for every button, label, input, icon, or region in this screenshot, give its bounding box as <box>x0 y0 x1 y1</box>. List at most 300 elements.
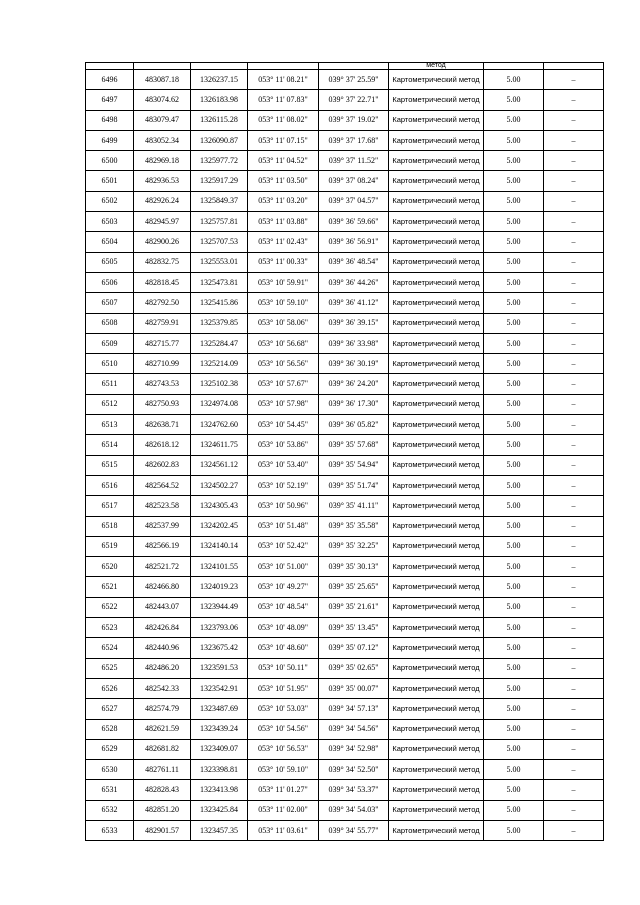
table-row <box>86 70 604 90</box>
cell-description: – <box>544 658 604 678</box>
cell-y-coordinate: 1325415.86 <box>191 293 248 313</box>
cell-latitude: 053° 11' 08.21" <box>248 70 319 90</box>
cell-accuracy: 5.00 <box>484 130 544 150</box>
table-row <box>86 658 604 678</box>
table-row <box>86 191 604 211</box>
cell-method: Картометрический метод <box>389 374 484 394</box>
cell-longitude: 039° 36' 59.66" <box>319 212 389 232</box>
cell-point-number: 6521 <box>86 577 134 597</box>
cell-latitude: 053° 10' 54.45" <box>248 415 319 435</box>
cell-point-number: 6513 <box>86 415 134 435</box>
table-row <box>86 800 604 820</box>
table-row <box>86 557 604 577</box>
cell-description: – <box>544 800 604 820</box>
cell-longitude: 039° 35' 00.07" <box>319 678 389 698</box>
cell-point-number: 6525 <box>86 658 134 678</box>
cell-empty <box>484 63 544 70</box>
coordinates-table <box>85 62 604 841</box>
table-row <box>86 333 604 353</box>
cell-point-number: 6496 <box>86 70 134 90</box>
cell-method: Картометрический метод <box>389 232 484 252</box>
cell-x-coordinate: 482828.43 <box>134 780 191 800</box>
cell-latitude: 053° 11' 03.88" <box>248 212 319 232</box>
cell-description: – <box>544 780 604 800</box>
cell-point-number: 6528 <box>86 719 134 739</box>
cell-description: – <box>544 475 604 495</box>
cell-latitude: 053° 11' 03.61" <box>248 820 319 840</box>
cell-accuracy: 5.00 <box>484 70 544 90</box>
cell-accuracy: 5.00 <box>484 151 544 171</box>
cell-longitude: 039° 36' 48.54" <box>319 252 389 272</box>
cell-point-number: 6523 <box>86 618 134 638</box>
cell-point-number: 6505 <box>86 252 134 272</box>
cell-latitude: 053° 11' 07.83" <box>248 90 319 110</box>
cell-x-coordinate: 482537.99 <box>134 516 191 536</box>
cell-accuracy: 5.00 <box>484 557 544 577</box>
cell-longitude: 039° 37' 19.02" <box>319 110 389 130</box>
cell-description: – <box>544 415 604 435</box>
table-row <box>86 536 604 556</box>
cell-method: Картометрический метод <box>389 800 484 820</box>
cell-description: – <box>544 354 604 374</box>
cell-point-number: 6515 <box>86 455 134 475</box>
cell-accuracy: 5.00 <box>484 232 544 252</box>
cell-description: – <box>544 577 604 597</box>
cell-longitude: 039° 37' 25.59" <box>319 70 389 90</box>
cell-y-coordinate: 1325917.29 <box>191 171 248 191</box>
cell-method: Картометрический метод <box>389 678 484 698</box>
cell-description: – <box>544 678 604 698</box>
cell-description: – <box>544 252 604 272</box>
cell-description: – <box>544 820 604 840</box>
cell-x-coordinate: 482832.75 <box>134 252 191 272</box>
cell-method: Картометрический метод <box>389 597 484 617</box>
cell-point-number: 6522 <box>86 597 134 617</box>
cell-longitude: 039° 36' 17.30" <box>319 394 389 414</box>
cell-description: – <box>544 597 604 617</box>
cell-description: – <box>544 699 604 719</box>
cell-accuracy: 5.00 <box>484 800 544 820</box>
cell-empty <box>248 63 319 70</box>
cell-y-coordinate: 1323591.53 <box>191 658 248 678</box>
cell-y-coordinate: 1326237.15 <box>191 70 248 90</box>
cell-empty <box>86 63 134 70</box>
cell-x-coordinate: 482818.45 <box>134 272 191 292</box>
cell-y-coordinate: 1325977.72 <box>191 151 248 171</box>
cell-method: Картометрический метод <box>389 252 484 272</box>
cell-y-coordinate: 1323675.42 <box>191 638 248 658</box>
cell-method: Картометрический метод <box>389 313 484 333</box>
cell-y-coordinate: 1323944.49 <box>191 597 248 617</box>
cell-y-coordinate: 1323409.07 <box>191 739 248 759</box>
cell-accuracy: 5.00 <box>484 374 544 394</box>
cell-description: – <box>544 333 604 353</box>
cell-longitude: 039° 35' 13.45" <box>319 618 389 638</box>
cell-y-coordinate: 1325214.09 <box>191 354 248 374</box>
cell-latitude: 053° 10' 51.95" <box>248 678 319 698</box>
table-row <box>86 638 604 658</box>
cell-method: Картометрический метод <box>389 557 484 577</box>
cell-description: – <box>544 293 604 313</box>
cell-method: Картометрический метод <box>389 780 484 800</box>
table-row <box>86 252 604 272</box>
table-row <box>86 496 604 516</box>
cell-method: метод <box>389 63 484 70</box>
cell-longitude: 039° 34' 54.56" <box>319 719 389 739</box>
cell-y-coordinate: 1324502.27 <box>191 475 248 495</box>
cell-method: Картометрический метод <box>389 415 484 435</box>
table-row <box>86 780 604 800</box>
cell-description: – <box>544 171 604 191</box>
cell-latitude: 053° 10' 53.03" <box>248 699 319 719</box>
cell-y-coordinate: 1325284.47 <box>191 333 248 353</box>
cell-description: – <box>544 110 604 130</box>
cell-empty <box>191 63 248 70</box>
cell-method: Картометрический метод <box>389 70 484 90</box>
cell-method: Картометрический метод <box>389 719 484 739</box>
cell-accuracy: 5.00 <box>484 293 544 313</box>
cell-accuracy: 5.00 <box>484 597 544 617</box>
cell-latitude: 053° 10' 50.96" <box>248 496 319 516</box>
table-row <box>86 354 604 374</box>
cell-latitude: 053° 10' 51.48" <box>248 516 319 536</box>
cell-description: – <box>544 90 604 110</box>
cell-x-coordinate: 482521.72 <box>134 557 191 577</box>
cell-longitude: 039° 35' 32.25" <box>319 536 389 556</box>
table-row <box>86 374 604 394</box>
cell-longitude: 039° 35' 35.58" <box>319 516 389 536</box>
table-row <box>86 313 604 333</box>
cell-method: Картометрический метод <box>389 272 484 292</box>
cell-longitude: 039° 36' 05.82" <box>319 415 389 435</box>
cell-description: – <box>544 455 604 475</box>
cell-y-coordinate: 1323487.69 <box>191 699 248 719</box>
cell-method: Картометрический метод <box>389 394 484 414</box>
cell-latitude: 053° 10' 57.98" <box>248 394 319 414</box>
cell-method: Картометрический метод <box>389 618 484 638</box>
cell-y-coordinate: 1326183.98 <box>191 90 248 110</box>
table-row <box>86 90 604 110</box>
cell-accuracy: 5.00 <box>484 394 544 414</box>
cell-accuracy: 5.00 <box>484 618 544 638</box>
cell-description: – <box>544 374 604 394</box>
cell-method: Картометрический метод <box>389 171 484 191</box>
table-row <box>86 232 604 252</box>
cell-y-coordinate: 1325849.37 <box>191 191 248 211</box>
cell-accuracy: 5.00 <box>484 435 544 455</box>
cell-accuracy: 5.00 <box>484 475 544 495</box>
cell-point-number: 6519 <box>86 536 134 556</box>
cell-x-coordinate: 483087.18 <box>134 70 191 90</box>
cell-method: Картометрический метод <box>389 435 484 455</box>
cell-x-coordinate: 482440.96 <box>134 638 191 658</box>
cell-x-coordinate: 482621.59 <box>134 719 191 739</box>
cell-y-coordinate: 1323457.35 <box>191 820 248 840</box>
cell-method: Картометрический метод <box>389 516 484 536</box>
cell-y-coordinate: 1323398.81 <box>191 760 248 780</box>
cell-accuracy: 5.00 <box>484 719 544 739</box>
cell-y-coordinate: 1326115.28 <box>191 110 248 130</box>
cell-x-coordinate: 482443.07 <box>134 597 191 617</box>
cell-x-coordinate: 482759.91 <box>134 313 191 333</box>
cell-y-coordinate: 1325379.85 <box>191 313 248 333</box>
cell-description: – <box>544 739 604 759</box>
cell-longitude: 039° 36' 39.15" <box>319 313 389 333</box>
cell-latitude: 053° 10' 57.67" <box>248 374 319 394</box>
table-row <box>86 577 604 597</box>
cell-y-coordinate: 1324611.75 <box>191 435 248 455</box>
cell-accuracy: 5.00 <box>484 333 544 353</box>
cell-point-number: 6503 <box>86 212 134 232</box>
cell-description: – <box>544 496 604 516</box>
cell-point-number: 6529 <box>86 739 134 759</box>
cell-accuracy: 5.00 <box>484 212 544 232</box>
cell-latitude: 053° 11' 02.00" <box>248 800 319 820</box>
cell-point-number: 6500 <box>86 151 134 171</box>
table-row <box>86 678 604 698</box>
cell-point-number: 6514 <box>86 435 134 455</box>
cell-longitude: 039° 35' 02.65" <box>319 658 389 678</box>
cell-description: – <box>544 130 604 150</box>
cell-empty <box>319 63 389 70</box>
cell-longitude: 039° 36' 33.98" <box>319 333 389 353</box>
cell-longitude: 039° 34' 54.03" <box>319 800 389 820</box>
cell-accuracy: 5.00 <box>484 171 544 191</box>
cell-latitude: 053° 10' 51.00" <box>248 557 319 577</box>
cell-longitude: 039° 35' 30.13" <box>319 557 389 577</box>
table-row <box>86 475 604 495</box>
cell-method: Картометрический метод <box>389 90 484 110</box>
table-row <box>86 739 604 759</box>
cell-point-number: 6501 <box>86 171 134 191</box>
cell-description: – <box>544 760 604 780</box>
cell-longitude: 039° 35' 21.61" <box>319 597 389 617</box>
cell-longitude: 039° 34' 52.50" <box>319 760 389 780</box>
cell-point-number: 6518 <box>86 516 134 536</box>
cell-latitude: 053° 11' 03.50" <box>248 171 319 191</box>
cell-description: – <box>544 212 604 232</box>
cell-point-number: 6532 <box>86 800 134 820</box>
cell-point-number: 6504 <box>86 232 134 252</box>
table-row <box>86 212 604 232</box>
cell-method: Картометрический метод <box>389 577 484 597</box>
cell-description: – <box>544 557 604 577</box>
cell-longitude: 039° 35' 54.94" <box>319 455 389 475</box>
cell-latitude: 053° 10' 52.42" <box>248 536 319 556</box>
cell-y-coordinate: 1325102.38 <box>191 374 248 394</box>
table-row <box>86 272 604 292</box>
cell-point-number: 6499 <box>86 130 134 150</box>
table-row <box>86 618 604 638</box>
cell-point-number: 6517 <box>86 496 134 516</box>
cell-x-coordinate: 482618.12 <box>134 435 191 455</box>
cell-accuracy: 5.00 <box>484 455 544 475</box>
cell-point-number: 6516 <box>86 475 134 495</box>
cell-latitude: 053° 10' 53.86" <box>248 435 319 455</box>
cell-method: Картометрический метод <box>389 455 484 475</box>
cell-latitude: 053° 10' 49.27" <box>248 577 319 597</box>
cell-x-coordinate: 482901.57 <box>134 820 191 840</box>
cell-accuracy: 5.00 <box>484 516 544 536</box>
cell-accuracy: 5.00 <box>484 191 544 211</box>
cell-x-coordinate: 482945.97 <box>134 212 191 232</box>
cell-x-coordinate: 482936.53 <box>134 171 191 191</box>
cell-point-number: 6497 <box>86 90 134 110</box>
cell-longitude: 039° 34' 52.98" <box>319 739 389 759</box>
cell-method: Картометрический метод <box>389 151 484 171</box>
cell-description: – <box>544 536 604 556</box>
cell-empty <box>544 63 604 70</box>
table-row <box>86 719 604 739</box>
cell-latitude: 053° 10' 56.53" <box>248 739 319 759</box>
cell-point-number: 6511 <box>86 374 134 394</box>
cell-accuracy: 5.00 <box>484 820 544 840</box>
cell-latitude: 053° 11' 04.52" <box>248 151 319 171</box>
cell-method: Картометрический метод <box>389 293 484 313</box>
cell-method: Картометрический метод <box>389 496 484 516</box>
cell-x-coordinate: 482681.82 <box>134 739 191 759</box>
cell-latitude: 053° 11' 08.02" <box>248 110 319 130</box>
cell-x-coordinate: 482710.99 <box>134 354 191 374</box>
cell-y-coordinate: 1323425.84 <box>191 800 248 820</box>
cell-y-coordinate: 1324101.55 <box>191 557 248 577</box>
cell-longitude: 039° 34' 55.77" <box>319 820 389 840</box>
cell-method: Картометрический метод <box>389 760 484 780</box>
cell-point-number: 6520 <box>86 557 134 577</box>
cell-method: Картометрический метод <box>389 739 484 759</box>
cell-method: Картометрический метод <box>389 475 484 495</box>
cell-x-coordinate: 482574.79 <box>134 699 191 719</box>
cell-point-number: 6527 <box>86 699 134 719</box>
cell-y-coordinate: 1323439.24 <box>191 719 248 739</box>
cell-longitude: 039° 37' 22.71" <box>319 90 389 110</box>
cell-latitude: 053° 11' 00.33" <box>248 252 319 272</box>
cell-method: Картометрический метод <box>389 110 484 130</box>
cell-latitude: 053° 10' 48.54" <box>248 597 319 617</box>
cell-latitude: 053° 10' 48.60" <box>248 638 319 658</box>
cell-latitude: 053° 10' 59.91" <box>248 272 319 292</box>
cell-y-coordinate: 1325553.01 <box>191 252 248 272</box>
cell-longitude: 039° 36' 44.26" <box>319 272 389 292</box>
cell-longitude: 039° 35' 25.65" <box>319 577 389 597</box>
cell-point-number: 6509 <box>86 333 134 353</box>
cell-accuracy: 5.00 <box>484 354 544 374</box>
cell-longitude: 039° 35' 07.12" <box>319 638 389 658</box>
cell-longitude: 039° 37' 11.52" <box>319 151 389 171</box>
cell-longitude: 039° 34' 53.37" <box>319 780 389 800</box>
cell-x-coordinate: 482900.26 <box>134 232 191 252</box>
cell-x-coordinate: 482750.93 <box>134 394 191 414</box>
cell-latitude: 053° 11' 03.20" <box>248 191 319 211</box>
cell-longitude: 039° 37' 08.24" <box>319 171 389 191</box>
cell-point-number: 6502 <box>86 191 134 211</box>
cell-accuracy: 5.00 <box>484 252 544 272</box>
table-row <box>86 455 604 475</box>
cell-accuracy: 5.00 <box>484 577 544 597</box>
cell-accuracy: 5.00 <box>484 658 544 678</box>
cell-y-coordinate: 1325707.53 <box>191 232 248 252</box>
cell-longitude: 039° 35' 57.68" <box>319 435 389 455</box>
cell-y-coordinate: 1323542.91 <box>191 678 248 698</box>
cell-latitude: 053° 11' 02.43" <box>248 232 319 252</box>
cell-x-coordinate: 482566.19 <box>134 536 191 556</box>
cell-accuracy: 5.00 <box>484 678 544 698</box>
cell-accuracy: 5.00 <box>484 699 544 719</box>
cell-latitude: 053° 10' 53.40" <box>248 455 319 475</box>
cell-accuracy: 5.00 <box>484 780 544 800</box>
cell-y-coordinate: 1324561.12 <box>191 455 248 475</box>
table-row <box>86 110 604 130</box>
cell-x-coordinate: 482564.52 <box>134 475 191 495</box>
table-row <box>86 394 604 414</box>
cell-x-coordinate: 482638.71 <box>134 415 191 435</box>
cell-description: – <box>544 232 604 252</box>
cell-empty <box>134 63 191 70</box>
cell-point-number: 6533 <box>86 820 134 840</box>
cell-point-number: 6524 <box>86 638 134 658</box>
cell-point-number: 6530 <box>86 760 134 780</box>
cell-point-number: 6510 <box>86 354 134 374</box>
cell-y-coordinate: 1324762.60 <box>191 415 248 435</box>
table-row <box>86 597 604 617</box>
cell-description: – <box>544 394 604 414</box>
cell-description: – <box>544 719 604 739</box>
cell-description: – <box>544 191 604 211</box>
cell-latitude: 053° 10' 54.56" <box>248 719 319 739</box>
table-row <box>86 820 604 840</box>
cell-longitude: 039° 35' 51.74" <box>319 475 389 495</box>
cell-point-number: 6508 <box>86 313 134 333</box>
cell-accuracy: 5.00 <box>484 110 544 130</box>
cell-description: – <box>544 516 604 536</box>
cell-y-coordinate: 1326090.87 <box>191 130 248 150</box>
cell-point-number: 6506 <box>86 272 134 292</box>
cell-y-coordinate: 1324305.43 <box>191 496 248 516</box>
cell-y-coordinate: 1324019.23 <box>191 577 248 597</box>
cell-x-coordinate: 483052.34 <box>134 130 191 150</box>
table-row <box>86 435 604 455</box>
cell-longitude: 039° 35' 41.11" <box>319 496 389 516</box>
cell-point-number: 6531 <box>86 780 134 800</box>
cell-accuracy: 5.00 <box>484 496 544 516</box>
cell-x-coordinate: 482715.77 <box>134 333 191 353</box>
cell-x-coordinate: 482743.53 <box>134 374 191 394</box>
cell-accuracy: 5.00 <box>484 415 544 435</box>
cell-latitude: 053° 10' 52.19" <box>248 475 319 495</box>
cell-y-coordinate: 1325757.81 <box>191 212 248 232</box>
cell-longitude: 039° 37' 17.68" <box>319 130 389 150</box>
cell-accuracy: 5.00 <box>484 638 544 658</box>
cell-x-coordinate: 482486.20 <box>134 658 191 678</box>
cell-method: Картометрический метод <box>389 130 484 150</box>
table-row <box>86 151 604 171</box>
cell-x-coordinate: 482426.84 <box>134 618 191 638</box>
cell-x-coordinate: 482926.24 <box>134 191 191 211</box>
cell-x-coordinate: 482851.20 <box>134 800 191 820</box>
cell-x-coordinate: 482523.58 <box>134 496 191 516</box>
cell-latitude: 053° 11' 07.15" <box>248 130 319 150</box>
table-row <box>86 130 604 150</box>
cell-accuracy: 5.00 <box>484 90 544 110</box>
cell-method: Картометрический метод <box>389 191 484 211</box>
cell-latitude: 053° 10' 48.09" <box>248 618 319 638</box>
cell-latitude: 053° 10' 59.10" <box>248 760 319 780</box>
cell-y-coordinate: 1325473.81 <box>191 272 248 292</box>
cell-method: Картометрический метод <box>389 699 484 719</box>
cell-accuracy: 5.00 <box>484 272 544 292</box>
cell-accuracy: 5.00 <box>484 739 544 759</box>
cell-description: – <box>544 70 604 90</box>
